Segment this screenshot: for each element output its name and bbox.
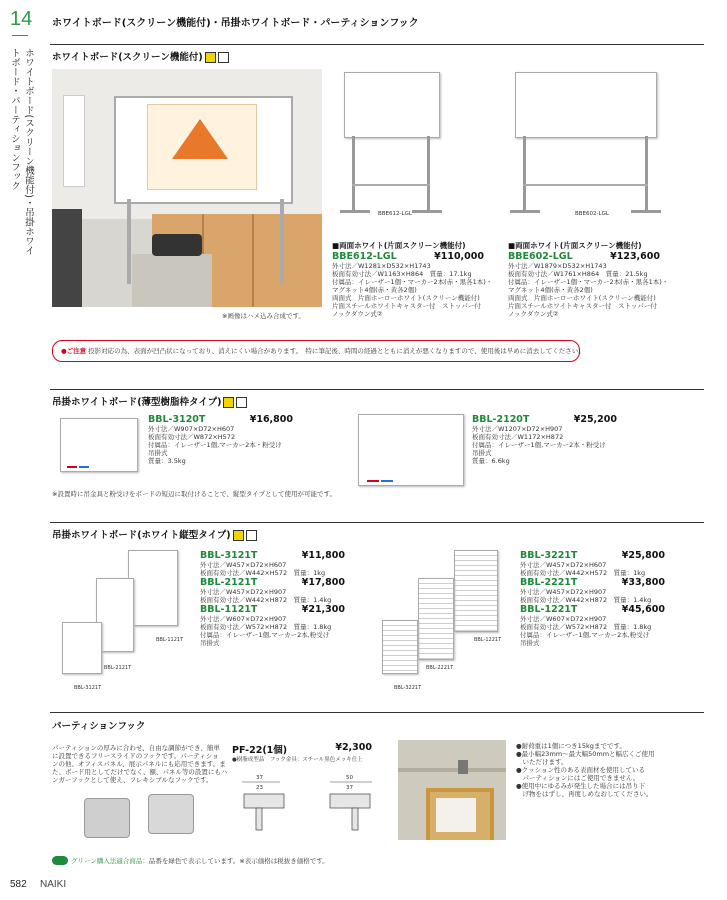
spec-line: 片面スチールホワイトキャスター付 ストッパー付 [508,302,657,310]
desc-line: た、ボード用としてだけでなく、額、パネル等の設置にもハ [52,768,228,776]
green-label: グリーン購入法適合商品 [71,856,143,865]
chapter-number: 14 [10,8,33,30]
hook-description [52,744,227,784]
section2-note: ※設置時に吊金具と粉受けをボードの短辺に取付けることで、縦型タイプとして使用が可能です。 [52,490,336,498]
product-price: ¥25,800 [621,550,665,561]
page-number: 582 [10,879,27,890]
spec-line: 両面式 片面ホーローホワイト(スクリーン機能付) [332,294,480,302]
product-price: ¥33,800 [621,577,665,588]
spec-line: 両面式 片面ホーローホワイト(スクリーン機能付) [508,294,656,302]
hook-diagram [232,772,382,834]
bbl2120t-image [358,414,464,486]
note-line: パーティションにはご使用できません。 [516,774,640,782]
green-purchase-note [52,856,329,865]
spec-line: ノックダウン式② [508,310,559,318]
spec-line: マグネット4個(赤・黄各2個) [332,286,417,294]
product-code: BBL-1121T [200,604,258,615]
note-line: ●最小幅23mm～最大幅50mmと幅広くご使用 [516,750,655,758]
spec-line: 付属品：イレーザー1個,マーカー2本,粉受け [200,631,330,639]
desc-line: ンガーフックとして使え、フレキシブルなフックです。 [52,776,213,784]
product-price: ¥16,800 [249,414,293,425]
product-spec: ●樹脂成型品 フック金具：スチール黒色メッキ仕上 [232,757,363,763]
bbl2120t-block [472,414,617,465]
spec-line: 付属品：イレーザー1個,マーカー2本,粉受け [520,631,650,639]
section4-title: パーティションフック [52,721,146,732]
page-header: ホワイトボード(スクリーン機能付)・吊掛ホワイトボード・パーティションフック [52,18,419,29]
spec-line: 片面スチールホワイトキャスター付 ストッパー付 [332,302,481,310]
product-name: ■両面ホワイト(片面スクリーン機能付) [508,241,642,250]
note-line: ●耐荷重は1個につき15kgまでです。 [516,742,626,750]
bbl3120t-block [148,414,293,465]
bbl3121t-image [62,622,102,674]
note-line: ●クッション性のある表面材を使用している [516,766,646,774]
board-label: BBL-1121T [156,637,184,643]
product-code: BBL-3121T [200,550,258,561]
spec-line: 板面有効寸法／W1761×H864 質量：21.5kg [508,270,648,278]
spec-line: 板面有効寸法／W442×H572 質量：1kg [200,569,326,577]
hook-drawing [232,772,382,834]
side-label: ホワイトボード(スクリーン機能付)・吊掛ホワイトボード・パーティションフック [9,48,34,255]
spec-line: 板面有効寸法／W872×H572 [148,433,236,441]
product-price: ¥45,600 [621,604,665,615]
chapter-rule [12,35,28,36]
spec-line: 板面有効寸法／W442×H572 質量：1kg [520,569,646,577]
spec-line: 吊掛式 [472,449,492,457]
hook-usage-photo [398,740,506,840]
green-note: ：品番を緑色で表示しています。※表示価格は税抜き価格です。 [142,856,329,865]
product-name: ■両面ホワイト(片面スクリーン機能付) [332,241,466,250]
product-price: ¥110,000 [434,251,484,262]
spec-line: 外寸法／W907×D72×H607 [148,425,235,433]
hook-notes [516,742,655,798]
vertical-right-block [520,550,665,647]
note-line: いただけます。 [516,758,568,766]
hook-photo [78,792,218,840]
desc-line: ンの他、オフィスパネル、展示パネルにも応用できます。ま [52,760,226,768]
spec-line: 付属品：イレーザー1個・マーカー2本(赤・黒各1本)・ [332,278,493,286]
note-line: げ物をはずし、再度しめなおしてください。 [516,790,653,798]
product-code: BBL-3120T [148,414,206,425]
spec-line: 外寸法／W1281×D532×H1743 [332,262,431,270]
spec-line: 外寸法／W1207×D72×H907 [472,425,563,433]
bbe612-label: BBE612-LGL [378,211,412,217]
spec-line: 板面有効寸法／W572×H872 質量：1.8kg [520,623,652,631]
spec-line: 板面有効寸法／W1163×H864 質量：17.1kg [332,270,472,278]
dim-label: 37 [346,785,353,791]
spec-line: 外寸法／W607×D72×H907 [520,615,607,623]
green-g-icon [52,856,68,865]
spec-line: 付属品：イレーザー1個,マーカー2本・粉受け [472,441,606,449]
spec-line: 板面有効寸法／W442×H872 質量：1.4kg [520,596,652,604]
header-rule [50,44,704,45]
product-code: BBL-3221T [520,550,578,561]
spec-line: 吊掛式 [200,639,220,647]
section2-title: 吊掛ホワイトボード(薄型樹脂枠タイプ) [52,394,247,408]
dim-label: 37 [256,775,263,781]
spec-line: 吊掛式 [520,639,540,647]
spec-line: 外寸法／W457×D72×H607 [200,561,287,569]
dim-label: 23 [256,785,263,791]
bbe602-block [508,242,668,318]
spec-line: 板面有効寸法／W572×H872 質量：1.8kg [200,623,332,631]
section2-rule [50,389,704,390]
product-price: ¥17,800 [301,577,345,588]
bbl3221t-image [382,620,418,674]
product-code: BBL-2221T [520,577,578,588]
section4-rule [50,712,704,713]
room-photo [52,69,322,307]
desc-line: に設置できるフリースライドのフックです。パーティショ [52,752,219,760]
spec-line: 吊掛式 [148,449,168,457]
product-price: ¥25,200 [573,414,617,425]
section1-title: ホワイトボード(スクリーン機能付) [52,49,229,63]
spec-line: 板面有効寸法／W442×H872 質量：1.4kg [200,596,332,604]
product-price: ¥123,600 [610,251,660,262]
bbl1221t-image [454,550,498,632]
spec-line: 外寸法／W1879×D532×H1743 [508,262,607,270]
note-line: ●使用中にゆるみが発生した場合には吊り下 [516,782,646,790]
caution-box [52,340,585,362]
bbe602-easel-image [505,72,665,222]
caution-label: ●ご注意 [61,347,87,355]
board-label: BBL-1221T [474,637,502,643]
section3-rule [50,522,704,523]
spec-line: 付属品：イレーザー1個,マーカー2本・粉受け [148,441,282,449]
pf22-block [232,742,372,764]
product-code: BBL-2121T [200,577,258,588]
board-label: BBL-3221T [394,685,422,691]
brand-name: NAIKI [40,879,67,890]
hand-icon [218,52,229,63]
product-code: BBL-1221T [520,604,578,615]
product-code: BBE612-LGL [332,251,397,262]
bbl1121t-image [128,550,178,626]
dim-label: 50 [346,775,353,781]
hand-icon [246,530,257,541]
spec-line: 質量：6.6kg [472,457,510,465]
spec-line: 外寸法／W457×D72×H907 [520,588,607,596]
eco-icon [205,52,216,63]
spec-line: 板面有効寸法／W1172×H872 [472,433,564,441]
board-label: BBL-2121T [104,665,132,671]
spec-line: 質量：3.5kg [148,457,186,465]
product-code: BBE602-LGL [508,251,573,262]
bbe602-label: BBE602-LGL [575,211,609,217]
board-label: BBL-3121T [74,685,102,691]
bbe612-easel-image [332,72,450,222]
product-code: PF-22(1個) [232,745,288,756]
eco-icon [233,530,244,541]
section3-title: 吊掛ホワイトボード(ホワイト縦型タイプ) [52,527,257,541]
eco-icon [223,397,234,408]
bbl2221t-image [418,578,454,660]
product-price: ¥11,800 [301,550,345,561]
vertical-left-block [200,550,345,647]
spec-line: マグネット4個(赤・黄各2個) [508,286,593,294]
spec-line: 付属品：イレーザー1個・マーカー2本(赤・黒各1本)・ [508,278,669,286]
photo-note: ※画像はハメ込み合成です。 [222,312,305,320]
bbe612-block [332,242,492,318]
hand-icon [236,397,247,408]
spec-line: 外寸法／W457×D72×H607 [520,561,607,569]
product-price: ¥2,300 [335,742,372,753]
product-price: ¥21,300 [301,604,345,615]
product-code: BBL-2120T [472,414,530,425]
desc-line: パーティションの厚みに合わせ、自由な調節ができ、簡単 [52,744,220,752]
spec-line: 外寸法／W607×D72×H907 [200,615,287,623]
caution-text: 投影対応の為、表面が凹凸状になっており、消えにくい場合があります。 特に筆記後、時間の経過とともに消えが悪くなりますので、使用後は早めに消去してください。 [88,347,585,355]
spec-line: 外寸法／W457×D72×H907 [200,588,287,596]
bbl3120t-image [60,418,138,472]
board-label: BBL-2221T [426,665,454,671]
spec-line: ノックダウン式② [332,310,383,318]
